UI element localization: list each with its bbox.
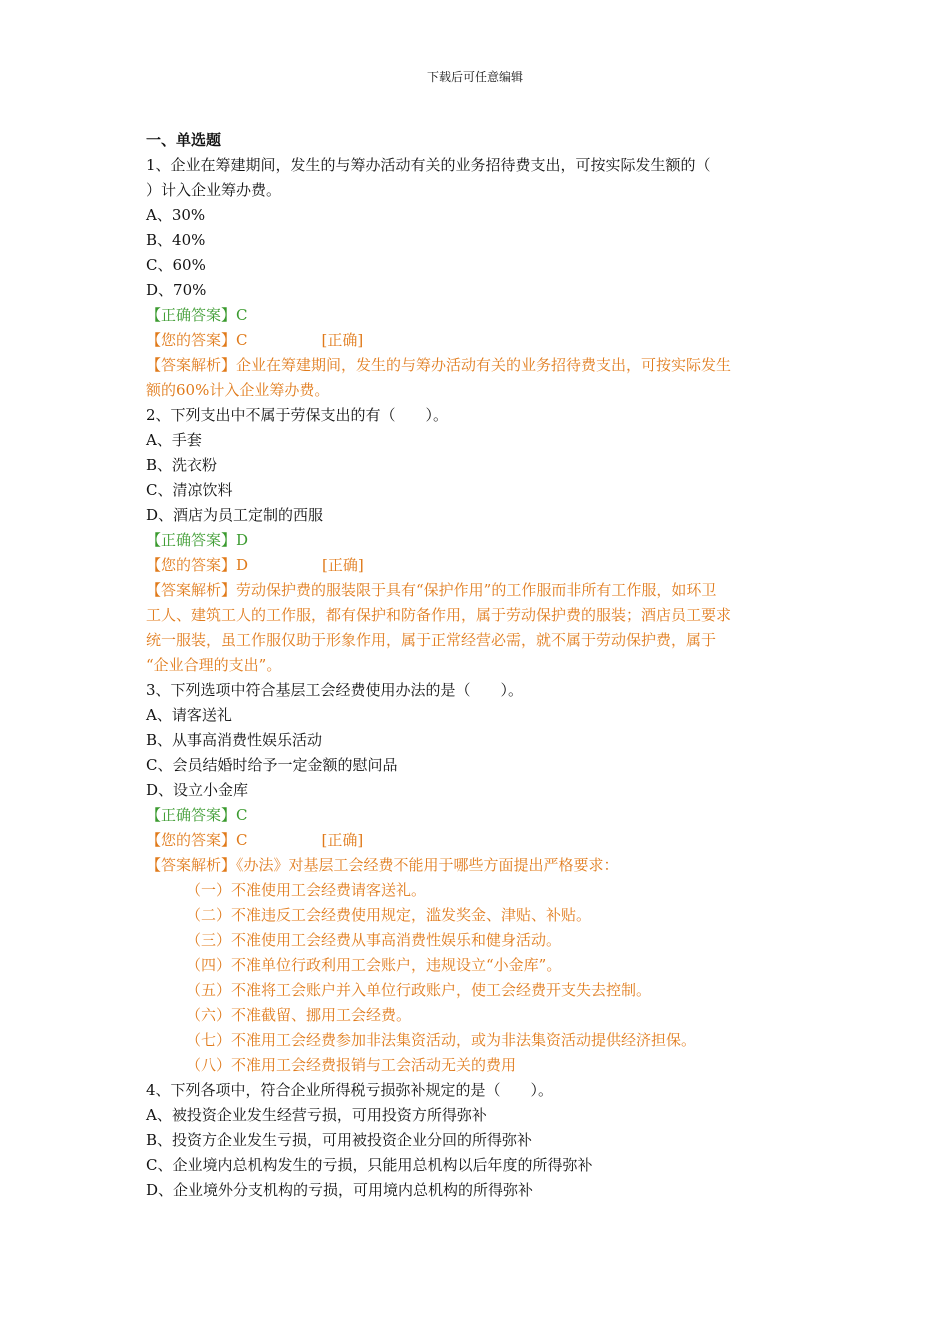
option-c: C、清凉饮料 — [146, 481, 233, 499]
analysis-item: （七）不准用工会经费参加非法集资活动，或为非法集资活动提供经济担保。 — [186, 1031, 697, 1049]
analysis-item: （二）不准违反工会经费使用规定，滥发奖金、津贴、补贴。 — [186, 906, 592, 924]
correct-answer: 【正确答案】D — [146, 531, 249, 549]
question-text-cont: ）计入企业筹办费。 — [146, 181, 282, 199]
analysis-item: （四）不准单位行政利用工会账户，违规设立“小金库”。 — [186, 956, 562, 974]
question-text: 3、下列选项中符合基层工会经费使用办法的是（ ）。 — [146, 681, 524, 699]
answer-analysis-cont: “企业合理的支出”。 — [146, 656, 282, 674]
option-a: A、请客送礼 — [146, 706, 232, 724]
answer-analysis: 【答案解析】《办法》对基层工会经费不能用于哪些方面提出严格要求： — [146, 856, 619, 874]
option-a: A、被投资企业发生经营亏损，可用投资方所得弥补 — [146, 1106, 487, 1124]
answer-analysis-cont: 额的60%计入企业筹办费。 — [146, 381, 330, 399]
analysis-item: （一）不准使用工会经费请客送礼。 — [186, 881, 427, 899]
your-answer: 【您的答案】D — [146, 556, 249, 574]
document-body — [146, 128, 806, 1203]
option-d: D、企业境外分支机构的亏损，可用境内总机构的所得弥补 — [146, 1181, 534, 1199]
question-2 — [146, 403, 806, 678]
your-answer-row — [146, 828, 806, 853]
answer-status: [正确] — [322, 556, 364, 574]
analysis-item: （五）不准将工会账户并入单位行政账户，使工会经费开支失去控制。 — [186, 981, 652, 999]
option-b: B、投资方企业发生亏损，可用被投资企业分回的所得弥补 — [146, 1131, 533, 1149]
option-d: D、酒店为员工定制的西服 — [146, 506, 324, 524]
option-a: A、手套 — [146, 431, 202, 449]
analysis-item: （三）不准使用工会经费从事高消费性娱乐和健身活动。 — [186, 931, 562, 949]
option-b: B、洗衣粉 — [146, 456, 218, 474]
your-answer: 【您的答案】C — [146, 331, 248, 349]
your-answer-row — [146, 328, 806, 353]
question-3 — [146, 678, 806, 1078]
question-text: 4、下列各项中，符合企业所得税亏损弥补规定的是（ ）。 — [146, 1081, 554, 1099]
answer-analysis-cont: 统一服装，虽工作服仅助于形象作用，属于正常经营必需，就不属于劳动保护费，属于 — [146, 631, 717, 649]
page-header: 下载后可任意编辑 — [426, 70, 523, 84]
option-a: A、30% — [146, 206, 206, 224]
answer-analysis: 【答案解析】企业在筹建期间，发生的与筹办活动有关的业务招待费支出，可按实际发生 — [146, 356, 732, 374]
analysis-item: （六）不准截留、挪用工会经费。 — [186, 1006, 412, 1024]
analysis-item: （八）不准用工会经费报销与工会活动无关的费用 — [186, 1056, 517, 1074]
section-title: 一、单选题 — [146, 131, 222, 149]
option-c: C、60% — [146, 256, 206, 274]
answer-analysis-cont: 工人、建筑工人的工作服，都有保护和防备作用，属于劳动保护费的服装；酒店员工要求 — [146, 606, 732, 624]
correct-answer: 【正确答案】C — [146, 306, 248, 324]
option-b: B、从事高消费性娱乐活动 — [146, 731, 323, 749]
answer-status: [正确] — [321, 831, 364, 849]
question-text: 2、下列支出中不属于劳保支出的有（ ）。 — [146, 406, 449, 424]
your-answer-row — [146, 553, 806, 578]
option-d: D、70% — [146, 281, 207, 299]
question-4 — [146, 1078, 806, 1203]
option-b: B、40% — [146, 231, 206, 249]
option-c: C、会员结婚时给予一定金额的慰问品 — [146, 756, 398, 774]
question-1 — [146, 153, 806, 403]
your-answer: 【您的答案】C — [146, 831, 248, 849]
option-d: D、设立小金库 — [146, 781, 249, 799]
answer-status: [正确] — [321, 331, 364, 349]
option-c: C、企业境内总机构发生的亏损，只能用总机构以后年度的所得弥补 — [146, 1156, 593, 1174]
question-text: 1、企业在筹建期间，发生的与筹办活动有关的业务招待费支出，可按实际发生额的（ — [146, 156, 711, 174]
answer-analysis: 【答案解析】劳动保护费的服装限于具有“保护作用”的工作服而非所有工作服，如环卫 — [146, 581, 717, 599]
correct-answer: 【正确答案】C — [146, 806, 248, 824]
